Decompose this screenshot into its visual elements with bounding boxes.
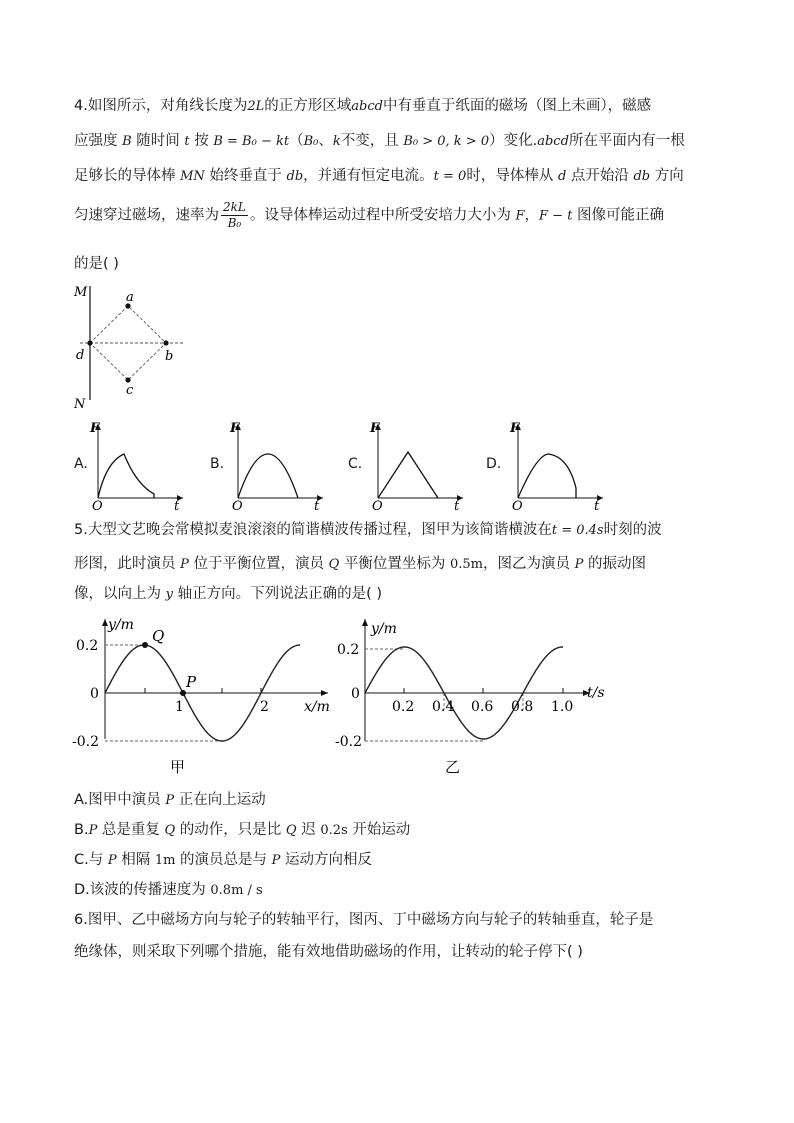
q4-math: MN: [180, 169, 205, 184]
label-p: P: [186, 673, 197, 691]
speed-fraction: [221, 200, 248, 231]
q5-text: 轴正方向。下列说法正确的是( ): [172, 586, 382, 602]
q4-math: k: [332, 134, 341, 149]
axis-f: F: [510, 421, 520, 436]
q4-text: 4.如图所示，对角线长度为: [74, 98, 248, 114]
q4-math: db: [633, 169, 651, 184]
axis-t: t: [174, 499, 180, 514]
q5-text: 的振动图: [583, 556, 646, 572]
q4-math: B: [122, 134, 132, 149]
option-a-label[interactable]: A.: [74, 456, 88, 472]
tick-t-0-8: 0.8: [511, 699, 534, 715]
tick-0-2: 0.2: [76, 638, 99, 654]
q4-text: （: [289, 133, 304, 149]
q5-math: P: [180, 557, 189, 572]
tick-0: 0: [90, 686, 99, 702]
option-c-graph[interactable]: [368, 418, 468, 514]
q4-math: db: [286, 169, 304, 184]
x-axis-label: t/s: [587, 685, 605, 701]
point-d: [87, 340, 92, 345]
caption-yi: 乙: [445, 758, 461, 776]
q4-text: 。设导体棒运动过程中所受安培力大小为: [249, 207, 516, 224]
q4-line-5: 的是( ): [74, 256, 119, 272]
label-d: d: [76, 348, 85, 363]
q5-text: 5.大型文艺晚会常模拟麦浪滚滚的简谐横波传播过程，图甲为该简谐横波在: [74, 522, 552, 538]
q4-text: 的正方形区域: [264, 98, 352, 114]
q5-line-3: [74, 584, 382, 605]
choice-d[interactable]: D.该波的传播速度为 0.8m / s: [74, 882, 263, 898]
tick-neg-0-2: -0.2: [335, 734, 362, 750]
origin-o: O: [232, 499, 243, 514]
q6-line-2: 绝缘体，则采取下列哪个措施，能有效地借助磁场的作用，让转动的轮子停下( ): [74, 944, 583, 960]
q4-math: abcd: [537, 134, 569, 149]
q4-text: 不变，且: [340, 133, 404, 149]
q5-line-2: [74, 554, 646, 575]
fraction-numerator: 2kL: [223, 200, 246, 214]
y-axis-label: y/m: [108, 617, 134, 633]
curve-d: [518, 454, 576, 498]
axis-f: F: [230, 421, 240, 436]
q5-text: 时刻的波: [603, 522, 662, 538]
q5-text: ，图乙为演员: [482, 556, 575, 572]
tick-t-1-0: 1.0: [551, 699, 574, 715]
q4-line-2: [74, 131, 685, 152]
q5-text: 位于平衡位置，演员: [188, 556, 329, 572]
label-q: Q: [152, 627, 165, 645]
option-c-label[interactable]: C.: [348, 456, 363, 472]
origin-o: O: [372, 499, 383, 514]
tick-t-0-6: 0.6: [471, 699, 494, 715]
q4-text: 随时间: [131, 133, 185, 149]
wave-graph-jia: [70, 615, 330, 775]
vibration-graph-yi: [335, 615, 615, 775]
axis-t: t: [314, 499, 320, 514]
label-c: c: [126, 383, 134, 398]
q4-text: 匀速穿过磁场，速率为: [74, 207, 219, 224]
option-b-graph[interactable]: [228, 418, 328, 514]
q4-text: ，: [524, 207, 540, 224]
q4-text: 方向: [650, 168, 684, 184]
q4-text: 中有垂直于纸面的磁场（图上未画），磁感: [382, 98, 652, 114]
tick-t-0-4: 0.4: [432, 699, 455, 715]
tick-0-2: 0.2: [337, 642, 360, 658]
square-diagram: [70, 282, 200, 412]
q5-text: 像，以向上为: [74, 586, 166, 602]
q5-text: 形图，此时演员: [74, 556, 181, 572]
q4-text: 所在平面内有一根: [568, 133, 685, 149]
tick-t-0-2: 0.2: [392, 699, 415, 715]
q4-math: B₀ > 0, k > 0: [403, 134, 490, 149]
q4-line-3: [74, 166, 684, 187]
choice-c[interactable]: C.与 P 相隔 1m 的演员总是与 P 运动方向相反: [74, 852, 372, 868]
q5-text: 平衡位置坐标为: [339, 556, 450, 572]
caption-jia: 甲: [170, 758, 186, 776]
q4-text: 按: [189, 133, 214, 149]
tick-0: 0: [351, 686, 360, 702]
q5-math: y: [165, 587, 173, 602]
q6-line-1: 6.图甲、乙中磁场方向与轮子的转轴平行，图丙、丁中磁场方向与轮子的转轴垂直，轮子是: [74, 912, 654, 928]
q4-text: 时，导体棒从: [466, 168, 558, 184]
axis-t: t: [594, 499, 600, 514]
q4-math: 2L: [247, 99, 265, 114]
x-axis-label: x/m: [304, 699, 330, 715]
tick-neg-0-2: -0.2: [72, 734, 99, 750]
q5-math: 0.5m: [449, 557, 483, 572]
q4-text: 应强度: [74, 133, 123, 149]
q4-math: d: [557, 169, 567, 184]
axis-f: F: [90, 421, 100, 436]
point-q: [142, 642, 148, 648]
q4-math: B = B₀ − kt: [213, 134, 290, 149]
q4-text: 始终垂直于: [204, 168, 287, 184]
choice-a[interactable]: A.图甲中演员 P 正在向上运动: [74, 792, 266, 808]
tick-x-2: 2: [260, 699, 269, 715]
q4-text: ）变化.: [489, 133, 538, 149]
q5-line-1: [74, 520, 662, 541]
q4-text: 图像可能正确: [572, 207, 665, 224]
choice-b[interactable]: B.P 总是重复 Q 的动作，只是比 Q 迟 0.2s 开始运动: [74, 822, 411, 838]
q4-math: F: [515, 208, 525, 224]
y-axis-label: y/m: [371, 621, 397, 637]
q5-math: t = 0.4s: [551, 523, 604, 538]
q4-math: t = 0: [433, 169, 467, 184]
point-b: [163, 340, 168, 345]
label-b: b: [165, 349, 174, 364]
axis-f: F: [370, 421, 380, 436]
q4-math: abcd: [351, 99, 383, 114]
q4-text: 足够长的导体棒: [74, 168, 181, 184]
curve-c: [378, 452, 438, 498]
q4-text: 、: [318, 133, 333, 149]
q4-text: 点开始沿: [566, 168, 634, 184]
option-d-label[interactable]: D.: [486, 456, 502, 472]
q4-math: t: [184, 134, 190, 149]
q5-math: P: [574, 557, 584, 572]
axis-t: t: [454, 499, 460, 514]
point-c: [125, 377, 130, 382]
label-a: a: [126, 290, 134, 305]
tick-x-1: 1: [175, 699, 184, 715]
option-a-graph[interactable]: [88, 418, 188, 514]
label-n: N: [74, 397, 86, 412]
origin-o: O: [92, 499, 103, 514]
q4-line-1: [74, 96, 651, 117]
option-d-graph[interactable]: [508, 418, 608, 514]
label-m: M: [74, 285, 88, 300]
q5-math: Q: [328, 557, 340, 572]
q4-math: F − t: [539, 208, 573, 224]
q4-line-4: [74, 200, 664, 231]
origin-o: O: [512, 499, 523, 514]
q4-text: ，并通有恒定电流。: [303, 168, 434, 184]
option-b-label[interactable]: B.: [210, 456, 225, 472]
curve-b: [238, 454, 298, 498]
q4-math: B₀: [303, 134, 319, 149]
fraction-denominator: B₀: [227, 216, 242, 230]
curve-a: [98, 454, 154, 498]
